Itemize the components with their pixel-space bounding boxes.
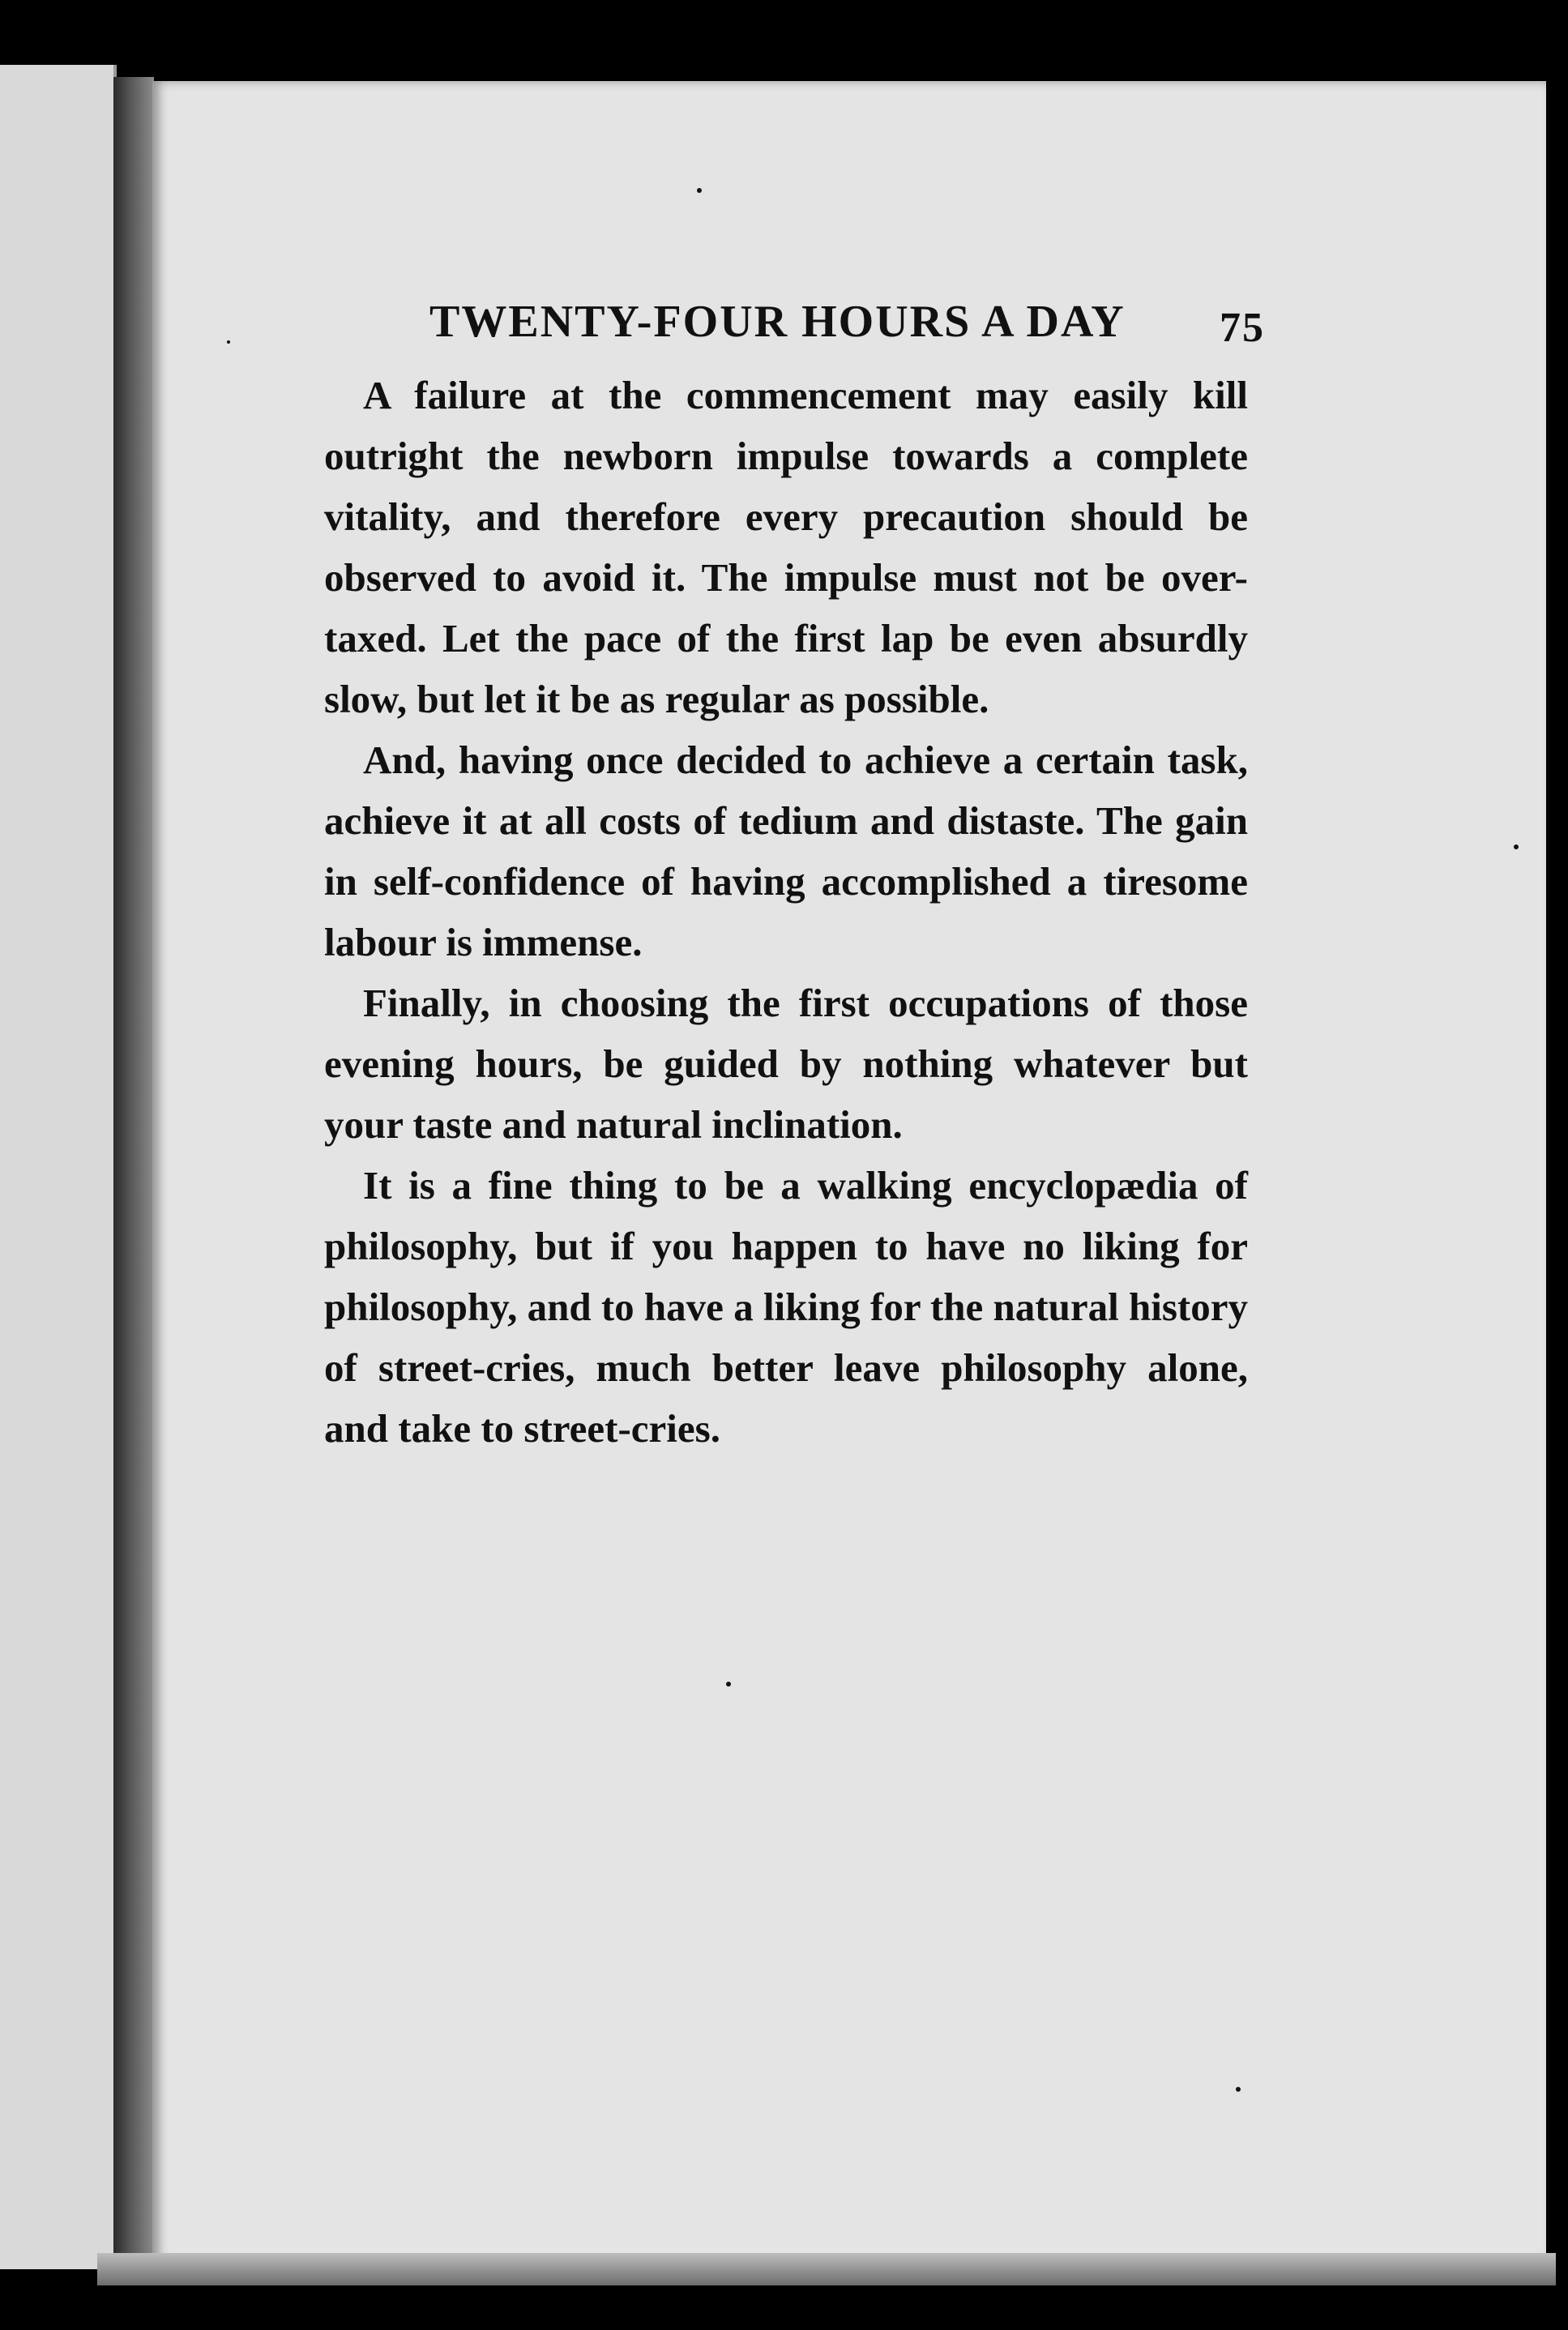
paragraph: And, having once decided to achieve a certain task, achieve it at all costs of tedium and distaste. The gain in self-confidence of having accomplished a tiresome labour is immense. xyxy=(324,737,1248,964)
dust-speck xyxy=(726,1682,731,1687)
paragraph: Finally, in choosing the first occupations of those evening hours, be guided by nothing whatever but your taste and natural inclination. xyxy=(324,981,1248,1147)
body-text xyxy=(324,365,1248,1459)
previous-page-edge xyxy=(0,65,117,2269)
page-bottom-edge xyxy=(97,2253,1556,2285)
page-number: 75 xyxy=(1220,305,1265,351)
page-header xyxy=(429,296,1265,351)
paragraph: A failure at the commencement may easily kill outright the newborn impulse towards a complete vitality, and therefore every precaution should be observed to avoid it. The impulse must not be over-taxed. Let the pace of the first lap be even absurdly slow, but let it be as regular as possible. xyxy=(324,373,1248,721)
dust-speck xyxy=(227,340,230,344)
dust-speck xyxy=(1236,2087,1241,2092)
dust-speck xyxy=(697,188,702,193)
paragraph: It is a fine thing to be a walking encyclopædia of philosophy, but if you happen to have no liking for philosophy, and to have a liking for the natural history of street-cries, much better leave philosophy alone, and take to street-cries. xyxy=(324,1163,1248,1451)
dust-speck xyxy=(1514,844,1519,849)
running-head: TWENTY-FOUR HOURS A DAY xyxy=(429,297,1126,347)
book-spine xyxy=(113,77,154,2273)
